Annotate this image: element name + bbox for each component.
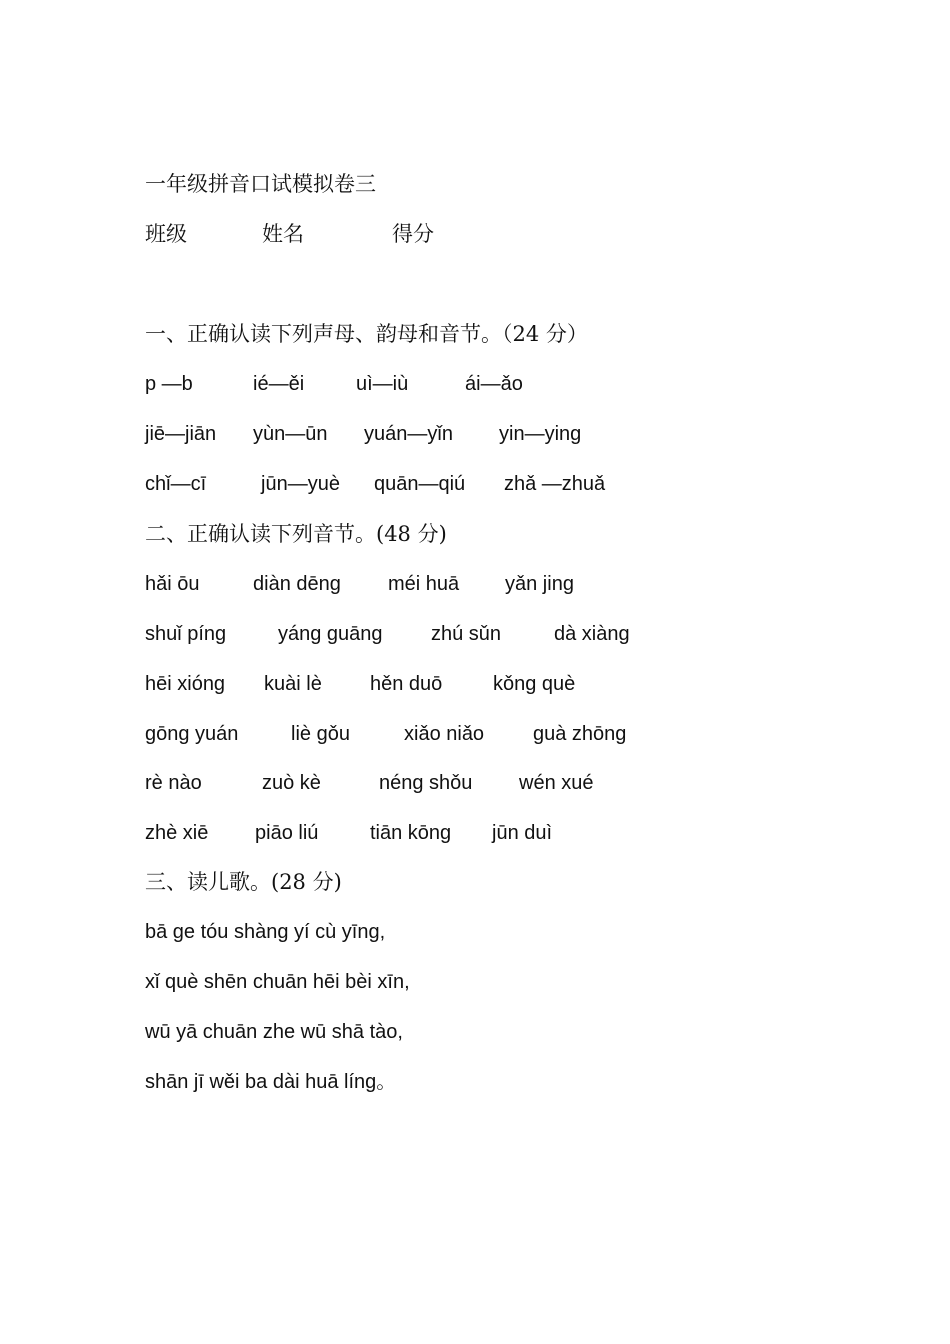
pinyin-word: hěn duō (370, 673, 443, 695)
pinyin-word: kǒng què (493, 673, 576, 695)
pinyin-pair: quān—qiú (374, 473, 466, 495)
section1-row (145, 467, 606, 501)
class-label: 班级 (145, 222, 187, 246)
section1-row (145, 417, 582, 451)
pinyin-word: yáng guāng (278, 623, 383, 645)
pinyin-word: shuǐ píng (145, 623, 227, 645)
section3-heading: 三、读儿歌。(28 分) (145, 870, 342, 894)
section2-row (145, 766, 594, 800)
score-label: 得分 (392, 222, 434, 246)
pinyin-pair: ái—ǎo (465, 373, 523, 395)
rhyme-line: bā ge tóu shàng yí cù yīng, (145, 921, 386, 943)
pinyin-pair: yùn—ūn (253, 423, 328, 445)
pinyin-word: kuài lè (264, 673, 322, 695)
rhyme-line: xǐ què shēn chuān hēi bèi xīn, (145, 971, 410, 993)
pinyin-word: hēi xióng (145, 673, 226, 695)
student-info-row (145, 217, 434, 251)
pinyin-word: piāo liú (255, 822, 319, 844)
pinyin-pair: chǐ—cī (145, 473, 207, 495)
pinyin-word: néng shǒu (379, 772, 473, 794)
pinyin-word: xiǎo niǎo (404, 723, 485, 745)
pinyin-pair: zhǎ —zhuǎ (504, 473, 606, 495)
pinyin-pair: p —b (145, 373, 193, 395)
pinyin-word: hǎi ōu (145, 573, 200, 595)
pinyin-word: guà zhōng (533, 723, 627, 745)
page-title: 一年级拼音口试模拟卷三 (145, 172, 376, 196)
pinyin-word: tiān kōng (370, 822, 452, 844)
section2-row (145, 617, 630, 651)
pinyin-word: wén xué (519, 772, 594, 794)
rhyme-line: wū yā chuān zhe wū shā tào, (145, 1021, 403, 1043)
section2-row (145, 717, 627, 751)
pinyin-pair: yuán—yǐn (364, 423, 453, 445)
pinyin-pair: ié—ěi (253, 373, 305, 395)
pinyin-word: zhè xiē (145, 822, 209, 844)
pinyin-word: zuò kè (262, 772, 321, 794)
pinyin-word: rè nào (145, 772, 202, 794)
section1-row (145, 367, 523, 401)
pinyin-word: yǎn jing (505, 573, 574, 595)
pinyin-word: diàn dēng (253, 573, 341, 595)
section2-row (145, 667, 576, 701)
section1-heading: 一、正确认读下列声母、韵母和音节。（24 分） (145, 322, 588, 346)
pinyin-word: liè gǒu (291, 723, 350, 745)
pinyin-word: jūn duì (492, 822, 553, 844)
pinyin-word: méi huā (388, 573, 460, 595)
name-label: 姓名 (262, 222, 304, 246)
section2-row (145, 816, 553, 850)
pinyin-word: dà xiàng (554, 623, 630, 645)
pinyin-pair: jiē—jiān (145, 423, 217, 445)
pinyin-pair: jūn—yuè (261, 473, 340, 495)
pinyin-word: gōng yuán (145, 723, 239, 745)
rhyme-line: shān jī wěi ba dài huā líng。 (145, 1071, 397, 1093)
pinyin-word: zhú sǔn (431, 623, 502, 645)
pinyin-pair: uì—iù (356, 373, 409, 395)
section2-row (145, 567, 574, 601)
pinyin-pair: yin—ying (499, 423, 582, 445)
section2-heading: 二、正确认读下列音节。(48 分) (145, 522, 447, 546)
